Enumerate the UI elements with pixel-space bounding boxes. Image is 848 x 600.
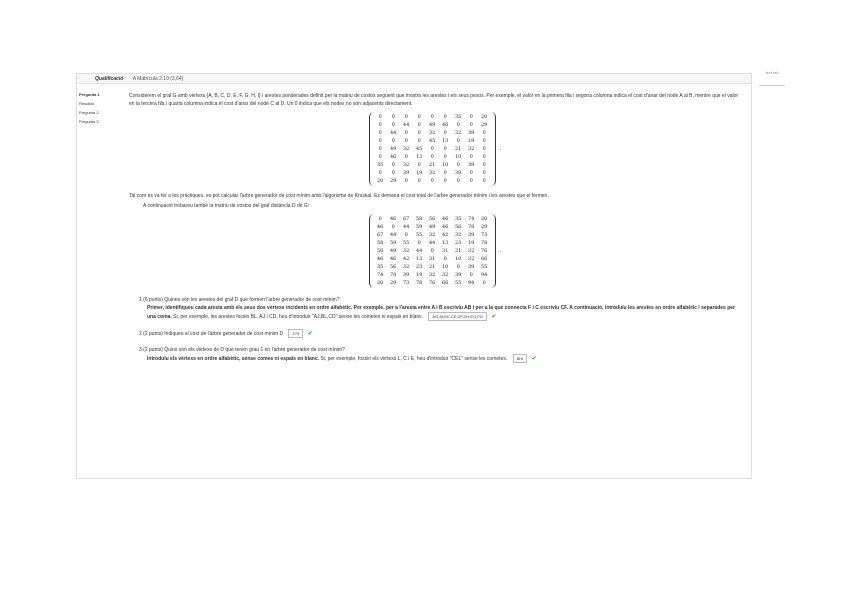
- matrix-row: [374, 215, 491, 223]
- matrix-cell: 0: [378, 130, 382, 136]
- matrix-cell: 66: [480, 256, 488, 262]
- matrix-cell: 0: [456, 122, 460, 128]
- matrix-cell: 0: [404, 138, 408, 144]
- matrix-row: [374, 279, 491, 287]
- matrix-cell: 78: [389, 272, 397, 278]
- matrix-cell: 32: [402, 264, 410, 270]
- matrix-cell: 39: [467, 130, 475, 136]
- matrix-cell: 19: [467, 138, 475, 144]
- matrix-cell: 0: [378, 154, 382, 160]
- matrix-cell: 0: [378, 114, 382, 120]
- matrix-cell: 0: [430, 178, 434, 184]
- matrix-cell: 35: [376, 264, 384, 270]
- matrix-cell: 35: [376, 162, 384, 168]
- matrix-cell: 0: [469, 154, 473, 160]
- matrix-cell: 42: [441, 232, 449, 238]
- matrix-cell: 78: [415, 280, 423, 286]
- matrix-cell: 39: [402, 170, 410, 176]
- matrix-cell: 13: [415, 154, 423, 160]
- matrix-cell: 46: [389, 256, 397, 262]
- matrix-cell: 32: [402, 162, 410, 168]
- matrix-cell: 0: [404, 178, 408, 184]
- matrix-cell: 10: [454, 154, 462, 160]
- matrix-row: [374, 271, 491, 279]
- matrix-cell: 0: [404, 130, 408, 136]
- matrix-cell: 0: [417, 162, 421, 168]
- matrix-cell: 44: [389, 130, 397, 136]
- matrix-cell: 78: [480, 240, 488, 246]
- matrix-cell: 0: [378, 138, 382, 144]
- matrix-cell: 94: [480, 272, 488, 278]
- matrix-cell: 0: [469, 170, 473, 176]
- matrix-row: [374, 223, 491, 231]
- matrix-cell: 0: [469, 178, 473, 184]
- question-3: [129, 346, 741, 363]
- matrix-cell: 58: [415, 216, 423, 222]
- matrix-cell: 66: [441, 280, 449, 286]
- matrix-cell: 39: [467, 264, 475, 270]
- matrix-row: [374, 169, 491, 177]
- matrix-cell: 29: [389, 280, 397, 286]
- matrix-cell: 19: [467, 240, 475, 246]
- sidebar-item-resultat[interactable]: Resultat: [79, 101, 94, 106]
- matrix-cell: 0: [378, 146, 382, 152]
- matrix-cell: 44: [402, 122, 410, 128]
- matrix-cell: 0: [378, 170, 382, 176]
- matrix-cell: 32: [402, 146, 410, 152]
- matrix-cell: 0: [404, 114, 408, 120]
- matrix-cell: 55: [415, 232, 423, 238]
- matrix-cell: 21: [454, 248, 462, 254]
- matrix-cell: 0: [404, 154, 408, 160]
- matrix-cell: 0: [482, 154, 486, 160]
- correct-check-icon: ✔: [307, 330, 313, 337]
- sidebar-item-pregunta-2[interactable]: Pregunta 2: [79, 110, 99, 115]
- matrix-cell: 10: [441, 264, 449, 270]
- matrix-cell: 78: [467, 224, 475, 230]
- matrix-cell: 0: [430, 248, 434, 254]
- distance-matrix-intro: A continuació trobareu també la matriu de costos del graf distància D de G:: [143, 203, 310, 209]
- matrix-cell: 0: [430, 114, 434, 120]
- matrix-cell: 46: [441, 216, 449, 222]
- matrix-cell: 0: [391, 162, 395, 168]
- matrix-cell: 74: [376, 272, 384, 278]
- matrix-cell: 56: [389, 264, 397, 270]
- matrix-cell: 0: [443, 114, 447, 120]
- question-1-title: 1 (6 punts) Quines són les arestes del graf D que formen l'arbre generador de cost mínim?: [139, 297, 340, 303]
- matrix-cell: 76: [428, 280, 436, 286]
- matrix-cell: 49: [389, 146, 397, 152]
- matrix-row: [374, 177, 491, 185]
- matrix-cell: 0: [391, 170, 395, 176]
- matrix-cell: 42: [402, 256, 410, 262]
- matrix-cell: 59: [389, 240, 397, 246]
- matrix-cell: 44: [389, 232, 397, 238]
- matrix-cell: 0: [469, 272, 473, 278]
- matrix-cell: 19: [415, 170, 423, 176]
- matrix-cell: 0: [430, 154, 434, 160]
- right-panel-divider: [759, 85, 785, 86]
- matrix-cell: 32: [428, 170, 436, 176]
- matrix-cell: 0: [443, 170, 447, 176]
- matrix-cell: 23: [415, 264, 423, 270]
- matrix-cell: 0: [482, 138, 486, 144]
- matrix-cell: 56: [454, 224, 462, 230]
- matrix-cell: 29: [389, 178, 397, 184]
- matrix-cell: 56: [428, 216, 436, 222]
- matrix-cell: 0: [417, 178, 421, 184]
- matrix-cell: 0: [456, 264, 460, 270]
- matrix-cell: 21: [428, 162, 436, 168]
- sidebar-item-pregunta-3[interactable]: Pregunta 3: [79, 119, 99, 124]
- cost-matrix: [369, 112, 496, 186]
- matrix-cell: 67: [402, 216, 410, 222]
- matrix-cell: 0: [430, 146, 434, 152]
- matrix-cell: 31: [441, 248, 449, 254]
- matrix-cell: 59: [415, 224, 423, 230]
- matrix-cell: 20: [480, 216, 488, 222]
- matrix-cell: 0: [456, 178, 460, 184]
- matrix-cell: 49: [428, 122, 436, 128]
- correct-check-icon: ✔: [491, 313, 497, 320]
- matrix-cell: 0: [391, 122, 395, 128]
- matrix-cell: 49: [428, 224, 436, 230]
- card-header: [77, 74, 751, 84]
- matrix-cell: 44: [402, 224, 410, 230]
- matrix-cell: 0: [443, 154, 447, 160]
- question-1-example: Si, per exemple, les arestes fossin BL, AJ i CD, heu d'introduir "AJ,BL,CD" sense les cometes ni espais en blanc.: [173, 313, 424, 320]
- question-2-text: 2 (2 punts) Indiqueu el cost de l'arbre generador de cost mínim D: [139, 330, 284, 337]
- question-2-title: [129, 329, 741, 338]
- question-nav: [79, 92, 117, 128]
- matrix-cell: 32: [441, 272, 449, 278]
- matrix-cell: 32: [428, 130, 436, 136]
- matrix-cell: 55: [402, 240, 410, 246]
- matrix-cell: 0: [482, 162, 486, 168]
- matrix-cell: 39: [467, 232, 475, 238]
- matrix-cell: 0: [391, 114, 395, 120]
- matrix-cell: 32: [402, 248, 410, 254]
- matrix-cell: 32: [454, 130, 462, 136]
- distance-matrix-wrapper: [129, 214, 741, 288]
- matrix-cell: 0: [456, 162, 460, 168]
- intro-text: Considerem el graf G amb vèrtexs {A, B, C, D, E, F, G, H, I} i arestes ponderades definit per la matriu de costos següent que mostra les arestes i els seus pesos. Per exemple, el valor en la primera fila i segona columna indica el cost d'anar del node A al B, mentre que el valor en la tercera fila i quarta columna indica el cost d'anar del node C al D. Un 0 indica que els nodes no són adjacents directament.: [129, 93, 739, 107]
- matrix-cell: 10: [441, 162, 449, 168]
- matrix-cell: 73: [402, 280, 410, 286]
- cost-matrix-wrapper: [129, 112, 741, 186]
- matrix-cell: 0: [482, 146, 486, 152]
- question-2: [129, 329, 741, 338]
- matrix-row: [374, 153, 491, 161]
- right-panel-label: text tab: [765, 70, 779, 75]
- matrix-cell: 32: [467, 256, 475, 262]
- question-content: [129, 92, 741, 363]
- matrix-cell: 13: [441, 138, 449, 144]
- matrix-cell: 0: [482, 130, 486, 136]
- matrix-cell: 46: [389, 154, 397, 160]
- matrix-row: [374, 137, 491, 145]
- matrix-cell: 0: [482, 178, 486, 184]
- question-3-title: 3 (2 punts) Quins són els vèrtexs de D que tenen grau 1 en l'arbre generador de cost mínim?: [139, 347, 345, 353]
- distance-matrix-table: [374, 215, 491, 287]
- matrix-cell: 35: [454, 114, 462, 120]
- sidebar-item-pregunta-1[interactable]: Pregunta 1: [79, 92, 100, 97]
- matrix-cell: 32: [467, 146, 475, 152]
- matrix-cell: 31: [428, 256, 436, 262]
- matrix-cell: 35: [454, 216, 462, 222]
- matrix-cell: 21: [454, 146, 462, 152]
- matrix-cell: 44: [428, 240, 436, 246]
- matrix-cell: 73: [480, 232, 488, 238]
- question-3-body: [129, 354, 741, 363]
- matrix-cell: 56: [376, 248, 384, 254]
- distance-matrix: [369, 214, 496, 288]
- matrix-row: [374, 121, 491, 129]
- question-1-instructions: Primer, identifiqueu cada aresta amb els seus dos vèrtexs incidents en ordre alfabètic. Per exemple, per a l'aresta entre A i B escriviu AB i per a la que connecta F i C escriviu CF. A continuació, introduïu les arestes en ordre alfabètic i separades per una coma.: [147, 305, 735, 320]
- question-3-example: Si, per exemple, fossin els vèrtexs L, C i E, heu d'introduir "CEL" sense les cometes.: [320, 355, 508, 362]
- matrix-cell: 39: [402, 272, 410, 278]
- matrix-cell: 46: [441, 122, 449, 128]
- matrix-cell: 39: [467, 162, 475, 168]
- question-1-body: [129, 304, 741, 321]
- matrix-cell: 19: [415, 272, 423, 278]
- kruskal-text: Tal com es va fer a les pràctiques, es pot calcular l'arbre generador de cost mínim amb l'algorisme de Kruskal. Es demana el cost total de l'arbre generador mínim i les arestes que el formen.: [129, 193, 549, 199]
- matrix-cell: 0: [417, 122, 421, 128]
- matrix-period: .: [499, 146, 502, 152]
- matrix-cell: 0: [469, 114, 473, 120]
- matrix-cell: 0: [391, 224, 395, 230]
- matrix-cell: 0: [456, 138, 460, 144]
- question-3-instructions: Introduïu els vèrtexs en ordre alfabètic, sense comes ni espais en blanc.: [147, 355, 320, 362]
- matrix-cell: 32: [428, 272, 436, 278]
- matrix-row: [374, 263, 491, 271]
- matrix-cell: 32: [428, 232, 436, 238]
- matrix-cell: 0: [378, 216, 382, 222]
- matrix-cell: 21: [428, 264, 436, 270]
- matrix-cell: 76: [480, 248, 488, 254]
- matrix-row: [374, 231, 491, 239]
- question-card: [76, 73, 752, 479]
- matrix-cell: 29: [480, 122, 488, 128]
- matrix-cell: 49: [389, 248, 397, 254]
- matrix-cell: 46: [441, 224, 449, 230]
- matrix-cell: 0: [469, 122, 473, 128]
- matrix-cell: 0: [443, 146, 447, 152]
- matrix-cell: 67: [376, 232, 384, 238]
- grade-subtitle: A Matrícula 2.10 (3,64): [132, 76, 184, 82]
- grade-title: Qualificació: [95, 76, 124, 82]
- matrix-cell: 55: [454, 280, 462, 286]
- matrix-cell: 0: [404, 232, 408, 238]
- matrix-cell: 32: [467, 248, 475, 254]
- matrix-cell: 0: [443, 130, 447, 136]
- matrix-cell: 13: [441, 240, 449, 246]
- matrix-cell: 23: [454, 240, 462, 246]
- matrix-row: [374, 255, 491, 263]
- matrix-cell: 10: [454, 256, 462, 262]
- matrix-cell: 39: [454, 272, 462, 278]
- matrix-cell: 46: [389, 216, 397, 222]
- matrix-cell: 20: [480, 114, 488, 120]
- question-3-answer-field[interactable]: BHI: [513, 354, 528, 363]
- right-panel: [759, 70, 785, 86]
- matrix-cell: 45: [415, 146, 423, 152]
- matrix-cell: 45: [428, 138, 436, 144]
- matrix-row: [374, 161, 491, 169]
- matrix-cell: 46: [376, 224, 384, 230]
- matrix-cell: 0: [417, 114, 421, 120]
- matrix-cell: 74: [467, 216, 475, 222]
- correct-check-icon: ✔: [531, 355, 537, 362]
- matrix-cell: 0: [417, 130, 421, 136]
- matrix-cell: 0: [482, 280, 486, 286]
- matrix-cell: 0: [417, 138, 421, 144]
- matrix-cell: 0: [443, 178, 447, 184]
- matrix-cell: 44: [415, 248, 423, 254]
- matrix-cell: 39: [454, 170, 462, 176]
- matrix-cell: 58: [376, 240, 384, 246]
- matrix-cell: 0: [391, 138, 395, 144]
- matrix-period-2: .: [499, 248, 502, 254]
- matrix-cell: 29: [480, 224, 488, 230]
- matrix-cell: 20: [376, 280, 384, 286]
- matrix-cell: 0: [378, 122, 382, 128]
- matrix-cell: 46: [376, 256, 384, 262]
- question-1-answer-field[interactable]: AG,AI,BC,CE,DF,DH,EG,FG: [428, 312, 486, 321]
- matrix-cell: 0: [417, 240, 421, 246]
- matrix-cell: 0: [482, 170, 486, 176]
- matrix-cell: 0: [443, 256, 447, 262]
- question-2-answer-field[interactable]: 170: [288, 329, 303, 338]
- matrix-cell: 13: [415, 256, 423, 262]
- matrix-row: [374, 129, 491, 137]
- matrix-row: [374, 247, 491, 255]
- question-1: [129, 296, 741, 321]
- matrix-cell: 55: [480, 264, 488, 270]
- matrix-cell: 94: [467, 280, 475, 286]
- cost-matrix-table: [374, 113, 491, 185]
- matrix-row: [374, 239, 491, 247]
- matrix-cell: 32: [454, 232, 462, 238]
- matrix-row: [374, 145, 491, 153]
- matrix-row: [374, 113, 491, 121]
- matrix-cell: 20: [376, 178, 384, 184]
